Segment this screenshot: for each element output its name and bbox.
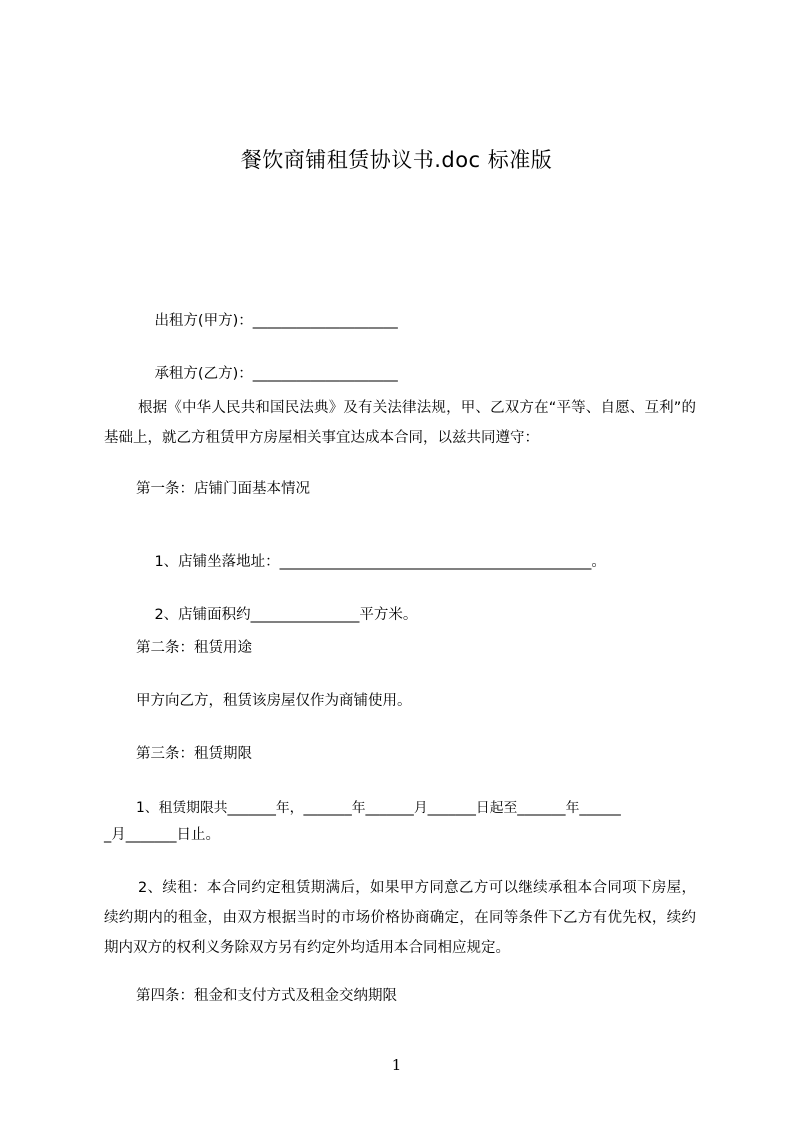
lessor-label: 出租方(甲方)：: [154, 313, 253, 329]
lessor-line: [136, 291, 398, 351]
article2-heading: 第二条：租赁用途: [136, 640, 252, 656]
article3-item2: 2、续租：本合同约定租赁期满后，如果甲方同意乙方可以继续承租本合同项下房屋，续约期内的租金，由双方根据当时的市场价格协商确定，在同等条件下乙方有优先权，续约期内双方的权利义务除双方另有约定外均适用本合同相应规定。: [104, 880, 696, 956]
article3-heading: 第三条：租赁期限: [136, 746, 252, 762]
article3-item1-line2: _月_______日止。: [104, 827, 220, 843]
lessor-blank: ____________________: [252, 313, 398, 329]
article2-text: 甲方向乙方，租赁该房屋仅作为商铺使用。: [136, 693, 412, 709]
lessee-blank: ____________________: [252, 366, 398, 382]
article3-item1-line1: 1、租赁期限共_______年，_______年_______月_______日起至_______年______: [136, 800, 621, 816]
article4-heading: 第四条：租金和支付方式及租金交纳期限: [136, 988, 397, 1004]
page-number: 1: [391, 1056, 402, 1074]
address-blank: ___________________________________________: [279, 554, 592, 570]
area-blank: _______________: [250, 607, 360, 623]
article1-item2: [136, 585, 417, 645]
area-end: 平方米。: [359, 607, 418, 623]
address-label: 1、店铺坐落地址：: [154, 554, 280, 570]
area-label: 2、店铺面积约: [154, 607, 251, 623]
lessee-label: 承租方(乙方)：: [154, 366, 253, 382]
document-title: 餐饮商铺租赁协议书.doc 标准版: [240, 148, 553, 172]
article1-item1: [136, 532, 606, 592]
address-end: 。: [591, 554, 606, 570]
article1-heading: 第一条：店铺门面基本情况: [136, 481, 310, 497]
preamble-paragraph: 根据《中华人民共和国民法典》及有关法律法规，甲、乙双方在“平等、自愿、互利”的基础上，就乙方租赁甲方房屋相关事宜达成本合同，以兹共同遵守：: [104, 400, 696, 446]
